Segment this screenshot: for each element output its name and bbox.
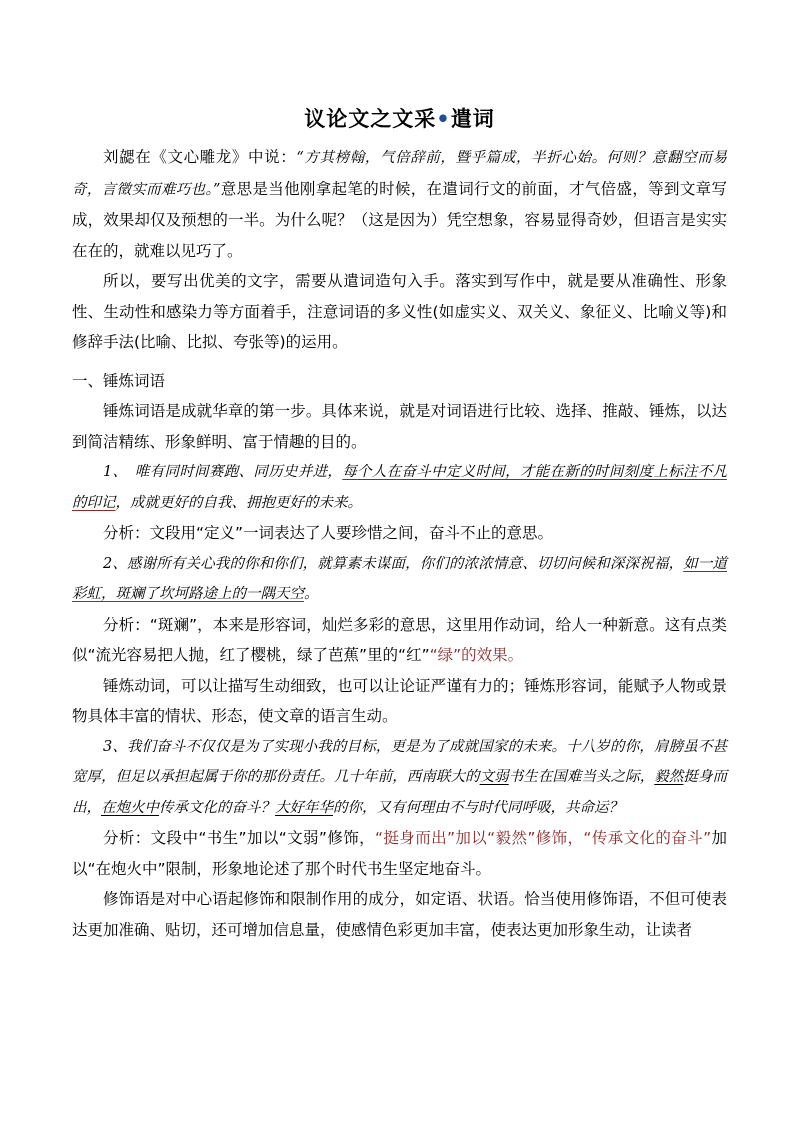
underlined-wenruo: 文弱	[479, 769, 509, 785]
example-2	[72, 549, 727, 610]
example-3-part-e: 的你，又有何理由不与时代同呼吸，共命运？	[333, 799, 623, 816]
section-intro: 锤炼词语是成就华章的第一步。具体来说，就是对词语进行比较、选择、推敲、锤炼，以达到简洁精练、形象鲜明、富于情趣的目的。	[72, 402, 727, 451]
title-sub: 遣词	[450, 106, 495, 131]
example-1-underlined: 每个人在奋斗中定义时间，才能在新的时间刻度上标注不凡的印记	[72, 464, 727, 511]
example-2-underlined: 如一道彩虹，斑斓了坎坷路途上的一隅天空	[72, 555, 727, 602]
example-2-prefix: 2、感谢所有关心我的你和你们，就算素未谋面，你们的浓浓情意、切切问候和深深祝福，	[103, 555, 684, 572]
example-3-part-a: 3、我们奋斗不仅仅是为了实现小我的目标，更是为了成就国家的未来。十八岁的你，肩膀虽不甚宽厚，但足以承担起属于你的那份责任。几十年前，西南联大的	[72, 738, 727, 785]
analysis-3-tail: 加以“在炮火中”限制，形象地论述了那个时代书生坚定地奋斗。	[72, 829, 727, 878]
intro-p1-lead: 刘勰在《文心雕龙》中说：	[103, 148, 297, 166]
underlined-yiran: 毅然	[654, 769, 684, 785]
analysis-1: 分析：文段用“定义”一词表达了人要珍惜之间，奋斗不止的意思。	[103, 524, 554, 542]
title-main: 议论文之文采	[304, 106, 437, 131]
example-3-part-c: 挺身而出，	[72, 769, 728, 816]
analysis-3	[72, 823, 727, 884]
example-3-part-b: 书生在国难当头之际，	[508, 769, 655, 785]
document-page	[72, 96, 727, 945]
modifier-note: 修饰语是对中心语起修饰和限制作用的成分，如定语、状语。恰当使用修饰语，不但可使表达更加准确、贴切，还可增加信息量，使感情色彩更加丰富，使表达更加形象生动，让读者	[72, 890, 727, 939]
underlined-paohuo: 在炮火中	[101, 799, 159, 816]
analysis-2	[72, 610, 727, 671]
intro-paragraph-1	[72, 142, 727, 266]
analysis-2-main: 分析：“斑斓”，本来是形容词，灿烂多彩的意思，这里用作动词，给人一种新意。这有点类似“流光容易把人抛，红了樱桃，绿了芭蕉”里的“红”	[72, 615, 727, 664]
analysis-2-highlight: “绿”的效果。	[429, 646, 524, 664]
example-1-suffix: ，成就更好的自我、拥抱更好的未来。	[115, 494, 362, 511]
title-dot: •	[436, 106, 451, 131]
section-heading: 一、锤炼词语	[72, 371, 166, 390]
page-title	[72, 96, 727, 142]
underlined-danian: 大好年华	[275, 799, 333, 816]
example-1-prefix: 1、 唯有同时间赛跑、同历史并进，	[103, 464, 343, 480]
verbs-note: 锤炼动词，可以让描写生动细致，也可以让论证严谨有力的；锤炼形容词，能赋予人物或景物具体丰富的情状、形态，使文章的语言生动。	[72, 676, 727, 725]
example-1	[72, 457, 727, 518]
example-2-suffix: 。	[304, 586, 319, 602]
example-3	[72, 732, 727, 824]
analysis-3-main: 分析：文段中“书生”加以“文弱”修饰，	[103, 829, 375, 847]
classical-quote: “方其榜翰，气倍辞前，暨乎篇成，半折心始。何则？意翻空而易奇，言徵实而难巧也。”	[72, 150, 727, 198]
intro-paragraph-2: 所以，要写出优美的文字，需要从遣词造句入手。落实到写作中，就是要从准确性、形象性、生动性和感染力等方面着手，注意词语的多义性(如虚实义、双关义、象征义、比喻义等)和修辞手法(比喻、比拟、夸张等)的运用。	[72, 272, 727, 351]
example-3-part-d: 传承文化的奋斗？	[159, 799, 275, 816]
intro-p1-explanation: 意思是当他刚拿起笔的时候，在遣词行文的前面，才气倍盛，等到文章写成，效果却仅及预想的一半。为什么呢？（这是因为）凭空想象，容易显得奇妙，但语言是实实在在的，就难以见巧了。	[72, 179, 727, 260]
analysis-3-highlight: “挺身而出”加以“毅然”修饰，“传承文化的奋斗”	[375, 829, 712, 847]
